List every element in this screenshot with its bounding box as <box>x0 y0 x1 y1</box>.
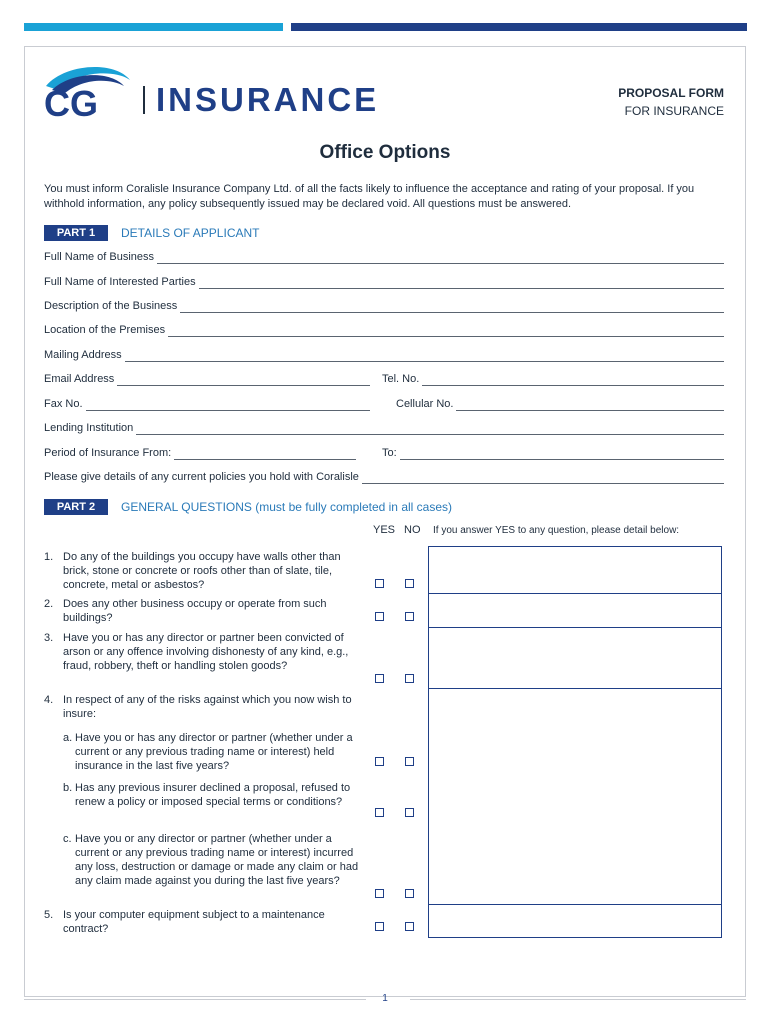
part2-label: PART 2 <box>44 499 108 515</box>
question-number: 1. <box>44 551 54 563</box>
lending-institution-label: Lending Institution <box>44 422 134 434</box>
question-number: 2. <box>44 598 54 610</box>
fax-field[interactable] <box>44 397 370 411</box>
q5-detail-box[interactable] <box>428 904 722 938</box>
q5-no-checkbox[interactable] <box>405 922 414 931</box>
intro-paragraph: You must inform Coralisle Insurance Company Ltd. of all the facts likely to influence the acceptance and rating of your proposal. If you withhold information, any policy subsequently issued may be declared void. All questions must be answered. <box>44 183 695 210</box>
business-name-field[interactable] <box>44 250 724 264</box>
business-name-label: Full Name of Business <box>44 251 155 263</box>
logo-initials: CG <box>44 83 98 120</box>
email-line[interactable] <box>117 375 370 386</box>
mailing-address-line[interactable] <box>125 351 724 362</box>
premises-location-label: Location of the Premises <box>44 324 166 336</box>
fax-line[interactable] <box>86 400 370 411</box>
cellular-line[interactable] <box>456 400 724 411</box>
period-from-field[interactable] <box>44 446 356 460</box>
business-description-label: Description of the Business <box>44 300 178 312</box>
part1-label: PART 1 <box>44 225 108 241</box>
no-column-header: NO <box>404 524 421 536</box>
q1-yes-checkbox[interactable] <box>375 579 384 588</box>
q3-no-checkbox[interactable] <box>405 674 414 683</box>
subquestion-letter: a. <box>63 732 73 744</box>
q4c-yes-checkbox[interactable] <box>375 889 384 898</box>
q5-yes-checkbox[interactable] <box>375 922 384 931</box>
current-policies-field[interactable] <box>44 470 724 484</box>
mailing-address-field[interactable] <box>44 348 724 362</box>
question-text: Have you or has any director or partner been convicted of arson or any offence involving dishonesty of any kind, e.g., fraud, robbery, theft or handling stolen goods? <box>63 632 349 672</box>
current-policies-label: Please give details of any current policies you hold with Coralisle <box>44 471 359 483</box>
q2-no-checkbox[interactable] <box>405 612 414 621</box>
q1-no-checkbox[interactable] <box>405 579 414 588</box>
question-text: Do any of the buildings you occupy have walls other than brick, stone or concrete or roofs other than of slate, tile, concrete, metal or asbestos? <box>63 551 341 591</box>
form-title: PROPOSAL FORM <box>618 86 724 100</box>
part2-title: GENERAL QUESTIONS (must be fully completed in all cases) <box>121 500 452 514</box>
part1-title: DETAILS OF APPLICANT <box>121 226 260 240</box>
lending-institution-line[interactable] <box>136 424 724 435</box>
brand-name: INSURANCE <box>156 81 380 118</box>
q4c-no-checkbox[interactable] <box>405 889 414 898</box>
interested-parties-label: Full Name of Interested Parties <box>44 276 196 288</box>
yes-column-header: YES <box>373 524 396 536</box>
subquestion-letter: b. <box>63 782 73 794</box>
lending-institution-field[interactable] <box>44 421 724 435</box>
subquestion-text: Has any previous insurer declined a proposal, refused to renew a policy or imposed special terms or conditions? <box>75 782 351 808</box>
period-to-field[interactable] <box>382 446 724 460</box>
page-number: 1 <box>382 993 388 1004</box>
period-from-line[interactable] <box>174 449 356 460</box>
cellular-label: Cellular No. <box>396 398 454 410</box>
q4a-no-checkbox[interactable] <box>405 757 414 766</box>
email-field[interactable] <box>44 372 370 386</box>
q4b-no-checkbox[interactable] <box>405 808 414 817</box>
business-description-field[interactable] <box>44 299 724 313</box>
question-number: 3. <box>44 632 54 644</box>
period-from-label: Period of Insurance From: <box>44 447 172 459</box>
premises-location-line[interactable] <box>168 326 724 337</box>
mailing-address-label: Mailing Address <box>44 349 122 361</box>
q4a-yes-checkbox[interactable] <box>375 757 384 766</box>
subquestion-letter: c. <box>63 833 72 845</box>
cellular-field[interactable] <box>396 397 724 411</box>
current-policies-line[interactable] <box>362 473 724 484</box>
interested-parties-line[interactable] <box>199 278 724 289</box>
question-number: 4. <box>44 694 54 706</box>
question-text: In respect of any of the risks against which you now wish to insure: <box>63 694 352 720</box>
email-label: Email Address <box>44 373 115 385</box>
period-to-line[interactable] <box>400 449 724 460</box>
period-to-label: To: <box>382 447 397 459</box>
q4-detail-box[interactable] <box>428 688 722 905</box>
q3-detail-box[interactable] <box>428 627 722 689</box>
tel-label: Tel. No. <box>382 373 420 385</box>
page-title: Office Options <box>319 142 451 163</box>
detail-instruction: If you answer YES to any question, please detail below: <box>433 525 680 536</box>
q3-yes-checkbox[interactable] <box>375 674 384 683</box>
form-subtitle: FOR INSURANCE <box>624 104 724 118</box>
q2-detail-box[interactable] <box>428 593 722 628</box>
subquestion-text: Have you or any director or partner (whether under a current or any previous trading name or interest) incurred any loss, destruction or damage or made any claim or had any claim made against you during the last five years? <box>75 833 359 887</box>
top-accent-bar-navy <box>291 23 747 31</box>
question-number: 5. <box>44 909 54 921</box>
q2-yes-checkbox[interactable] <box>375 612 384 621</box>
question-text: Is your computer equipment subject to a maintenance contract? <box>63 909 325 935</box>
tel-field[interactable] <box>382 372 724 386</box>
interested-parties-field[interactable] <box>44 275 724 289</box>
business-description-line[interactable] <box>180 302 724 313</box>
q1-detail-box[interactable] <box>428 546 722 594</box>
premises-location-field[interactable] <box>44 323 724 337</box>
top-accent-bar-cyan <box>24 23 283 31</box>
business-name-line[interactable] <box>157 253 724 264</box>
subquestion-text: Have you or has any director or partner (whether under a current or any previous trading name or interest) held insurance in the last five years? <box>75 732 353 772</box>
tel-line[interactable] <box>422 375 724 386</box>
question-text: Does any other business occupy or operate from such buildings? <box>63 598 327 624</box>
fax-label: Fax No. <box>44 398 83 410</box>
logo-divider <box>143 86 145 114</box>
q4b-yes-checkbox[interactable] <box>375 808 384 817</box>
